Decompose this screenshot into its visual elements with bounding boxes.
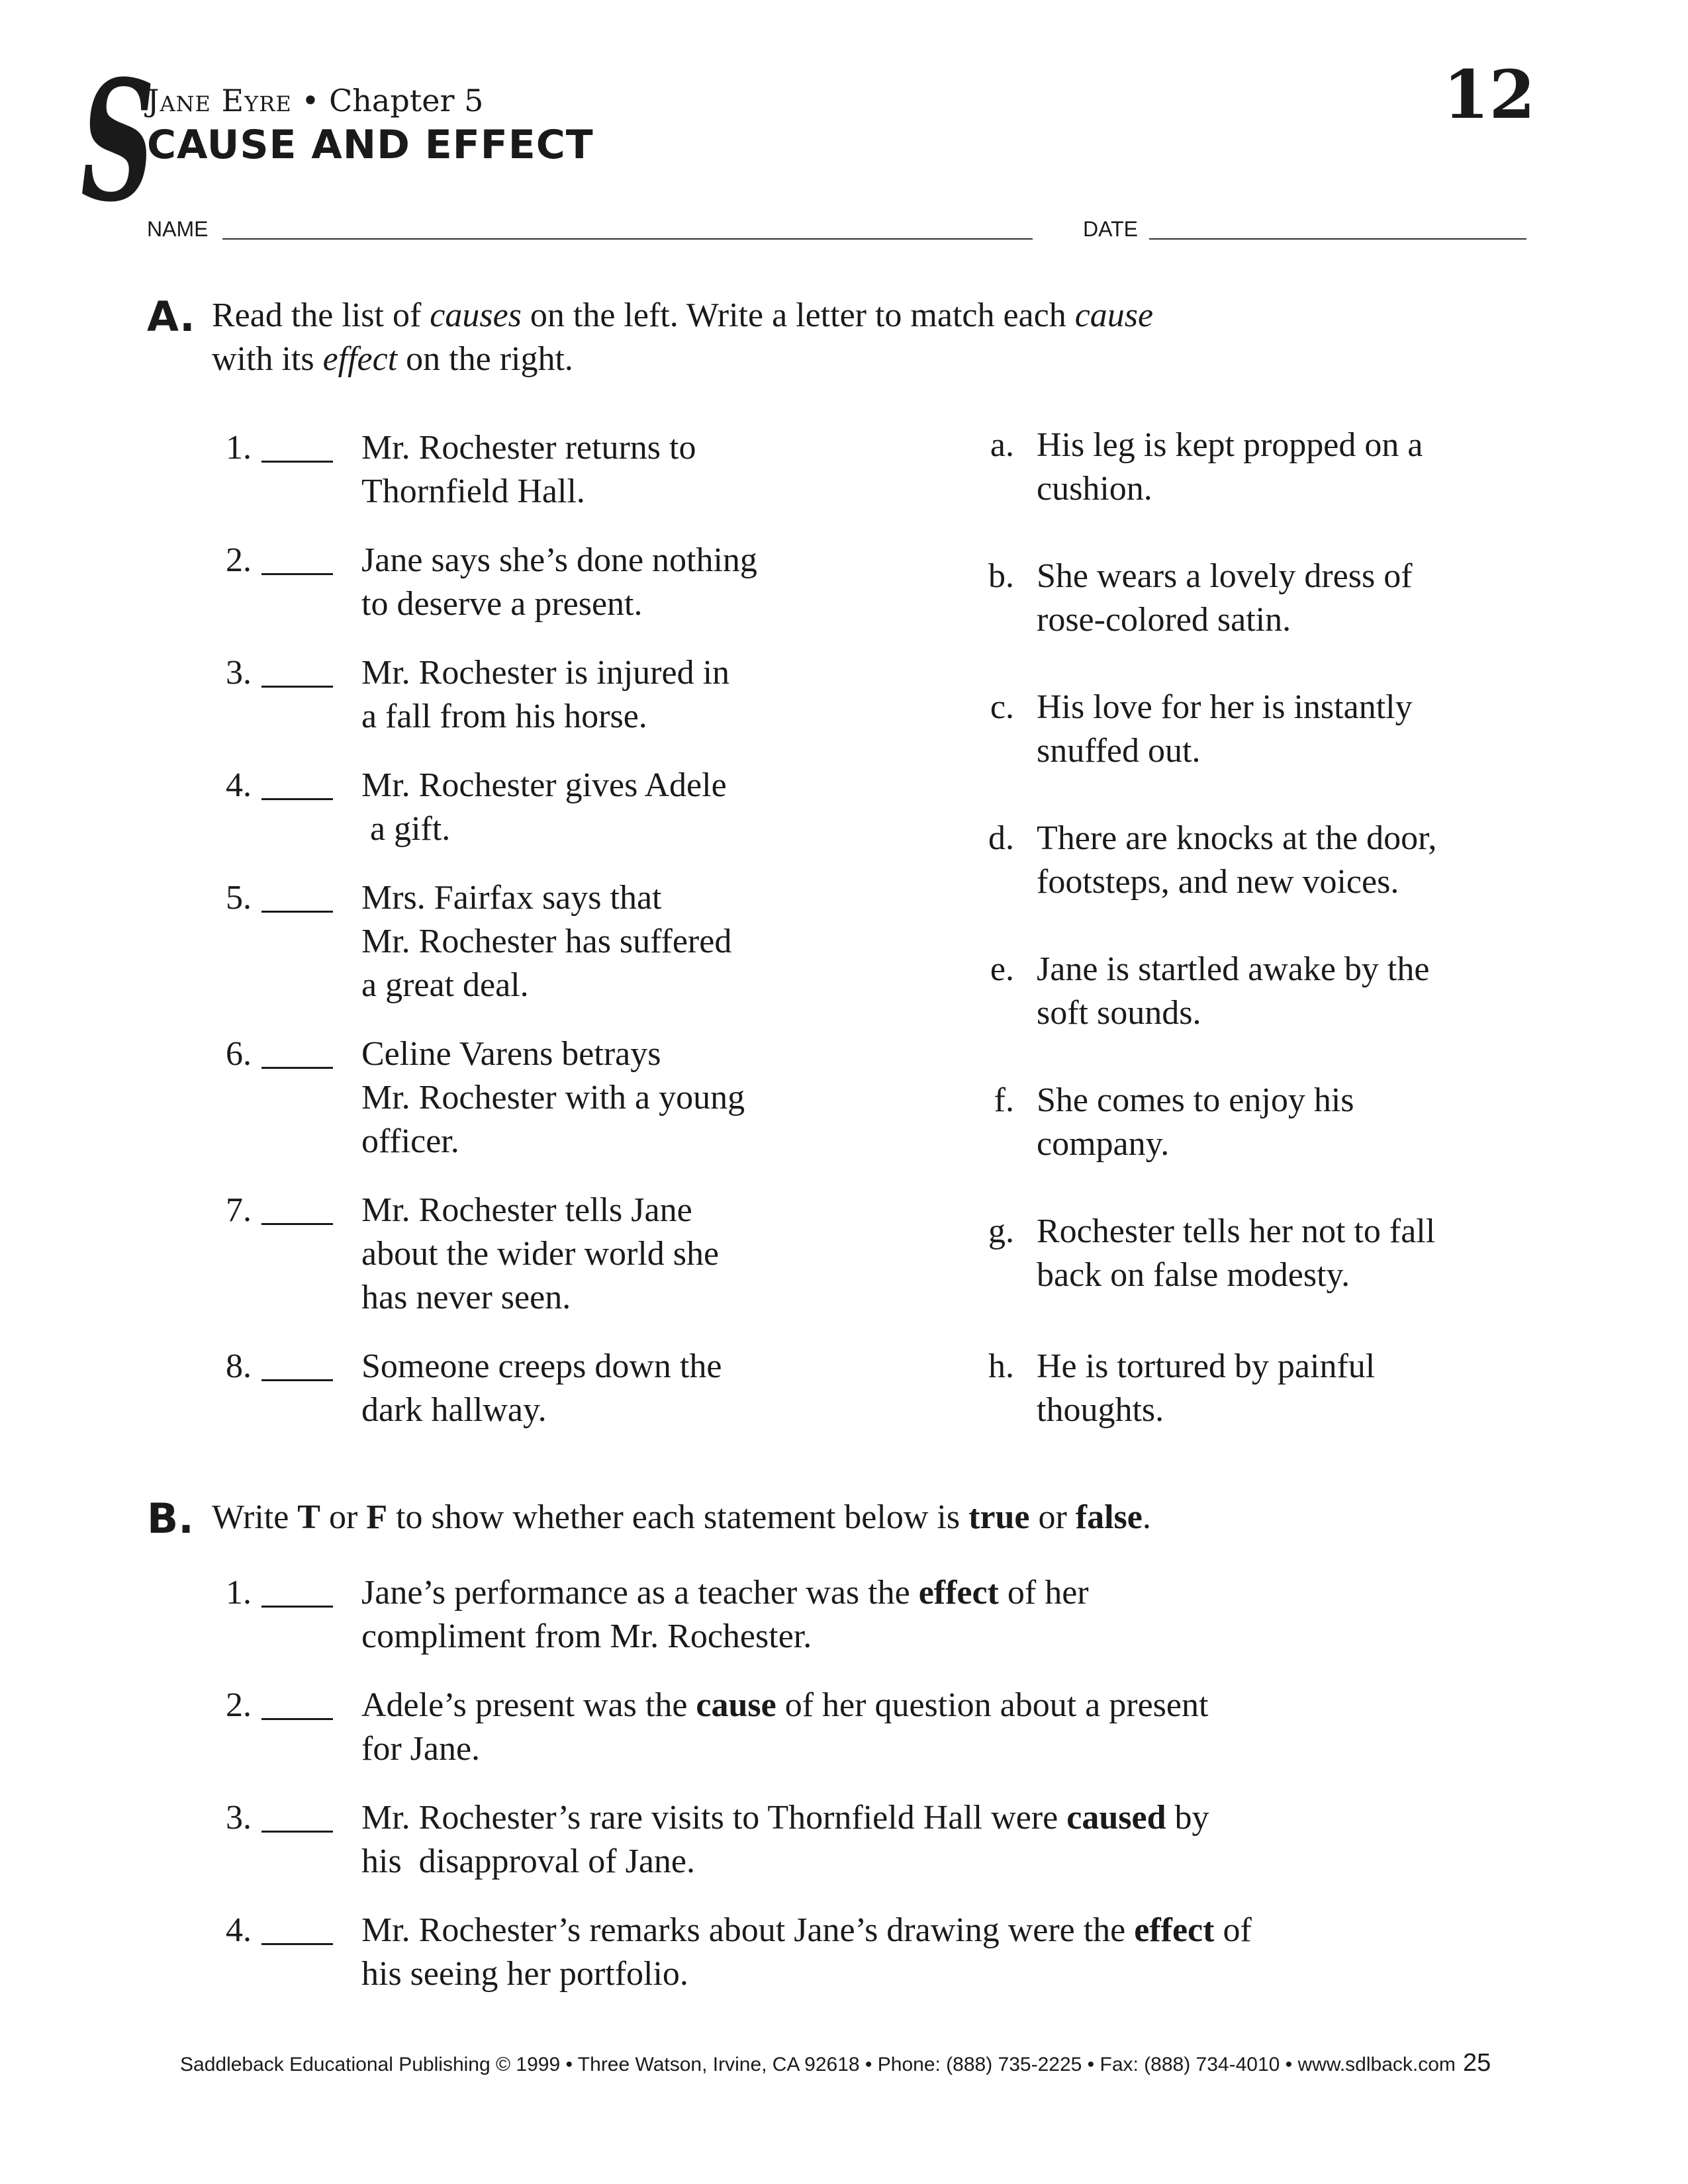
effect-text: Rochester tells her not to fall [1037,1212,1436,1250]
statement-text: Jane’s performance as a teacher was the [361,1574,919,1612]
effect-letter: b. [988,557,1014,595]
effect-text: His love for her is instantly [1037,688,1413,726]
cause-number: 4. [226,766,252,804]
effect-text: snuffed out. [1037,732,1201,770]
effect-text: company. [1037,1125,1170,1163]
instruction-text: . [1142,1498,1151,1536]
instruction-emphasis: effect [322,340,398,378]
answer-blank[interactable] [261,1038,333,1069]
cause-text: Mr. Rochester tells Jane [361,1191,692,1229]
effect-text: thoughts. [1037,1391,1164,1429]
answer-blank[interactable] [261,1801,333,1833]
section-b-instruction [212,1496,1151,1539]
answer-blank[interactable] [261,1914,333,1945]
effect-letter: f. [994,1081,1014,1119]
statement-text: of her [998,1574,1089,1612]
answer-blank[interactable] [261,882,333,913]
answer-blank[interactable] [261,769,333,800]
statement-bold: effect [918,1574,999,1612]
effect-letter: a. [990,426,1014,464]
instruction-text: or [1029,1498,1076,1536]
effect-text: Jane is startled awake by the [1037,950,1430,988]
cause-text: Mr. Rochester has suffered [361,923,732,960]
publisher-logo-icon: S [81,44,155,238]
instruction-text: on the right. [397,340,573,378]
date-field[interactable] [1149,238,1526,240]
statement-text: compliment from Mr. Rochester. [361,1617,812,1655]
statement-number: 2. [226,1686,252,1724]
worksheet-number: 12 [1443,56,1536,134]
statement-text: his seeing her portfolio. [361,1955,688,1993]
cause-number: 2. [226,541,252,579]
cause-text: Jane says she’s done nothing [361,541,757,579]
effect-letter: e. [990,950,1014,988]
answer-blank[interactable] [261,1689,333,1720]
effect-text: There are knocks at the door, [1037,819,1437,857]
cause-text: officer. [361,1122,459,1160]
cause-text: Mrs. Fairfax says that [361,879,662,917]
effect-text: His leg is kept propped on a [1037,426,1423,464]
page-title: CAUSE AND EFFECT [147,122,594,168]
chapter-label: Chapter 5 [329,83,484,118]
cause-text: a great deal. [361,966,529,1004]
cause-text: Celine Varens betrays [361,1035,661,1073]
statement-text: by [1166,1799,1209,1837]
instruction-emphasis: cause [1074,296,1154,334]
cause-text: a gift. [361,810,451,848]
cause-text: dark hallway. [361,1391,547,1429]
publisher-footer: Saddleback Educational Publishing © 1999 • Three Watson, Irvine, CA 92618 • Phone: (888) 735-2225 • Fax: (888) 734-4010 • www.sdlback.com [180,2054,1456,2075]
section-a-instruction [212,294,1470,381]
statement-number: 3. [226,1799,252,1837]
cause-text: a fall from his horse. [361,698,647,735]
section-b-letter: B. [147,1494,194,1543]
cause-number: 8. [226,1347,252,1385]
statement-bold: cause [696,1686,776,1724]
effect-text: She comes to enjoy his [1037,1081,1354,1119]
answer-blank[interactable] [261,657,333,688]
statement-bold: caused [1066,1799,1166,1837]
effect-letter: c. [990,688,1014,726]
effect-text: back on false modesty. [1037,1256,1350,1294]
name-field[interactable] [222,238,1033,240]
effect-letter: g. [988,1212,1014,1250]
statement-text: Mr. Rochester’s remarks about Jane’s drawing were the [361,1911,1135,1949]
effect-text: She wears a lovely dress of [1037,557,1413,595]
cause-text: Mr. Rochester returns to [361,429,696,467]
effect-text: He is tortured by painful [1037,1347,1376,1385]
cause-text: has never seen. [361,1279,571,1316]
statement-text: for Jane. [361,1730,481,1768]
statement-number: 4. [226,1911,252,1949]
cause-text: Thornfield Hall. [361,473,585,510]
answer-blank[interactable] [261,1350,333,1381]
instruction-emphasis: causes [430,296,522,334]
cause-number: 6. [226,1035,252,1073]
statement-text: his disapproval of Jane. [361,1843,696,1880]
answer-blank[interactable] [261,544,333,575]
effect-letter: d. [988,819,1014,857]
effect-text: soft sounds. [1037,994,1201,1032]
cause-number: 1. [226,429,252,467]
instruction-text: Read the list of [212,296,430,334]
answer-blank[interactable] [261,432,333,463]
cause-text: about the wider world she [361,1235,720,1273]
statement-bold: effect [1134,1911,1215,1949]
statement-text: of [1214,1911,1252,1949]
name-label: NAME [147,217,209,241]
instruction-text: on the left. Write a letter to match each [521,296,1075,334]
cause-number: 3. [226,654,252,692]
cause-text: Someone creeps down the [361,1347,722,1385]
instruction-bold: true [968,1498,1030,1536]
cause-number: 5. [226,879,252,917]
separator-dot: • [301,83,320,118]
instruction-bold: false [1075,1498,1143,1536]
instruction-text: or [320,1498,367,1536]
statement-number: 1. [226,1574,252,1612]
cause-text: Mr. Rochester with a young [361,1079,745,1116]
book-chapter-line [147,82,483,119]
statement-text: of her question about a present [776,1686,1209,1724]
instruction-text: with its [212,340,323,378]
cause-text: to deserve a present. [361,585,643,623]
effect-letter: h. [988,1347,1014,1385]
instruction-bold: T [297,1498,320,1536]
footer-page-number: 25 [1463,2049,1491,2077]
instruction-text: Write [212,1498,298,1536]
effect-text: rose-colored satin. [1037,601,1291,639]
section-a-letter: A. [147,293,195,341]
cause-number: 7. [226,1191,252,1229]
effect-text: cushion. [1037,470,1152,508]
book-title: Jane Eyre [147,83,292,118]
answer-blank[interactable] [261,1194,333,1225]
date-label: DATE [1083,217,1138,241]
statement-text: Adele’s present was the [361,1686,696,1724]
instruction-text: to show whether each statement below is [387,1498,969,1536]
effect-text: footsteps, and new voices. [1037,863,1399,901]
instruction-bold: F [366,1498,388,1536]
cause-text: Mr. Rochester is injured in [361,654,730,692]
statement-text: Mr. Rochester’s rare visits to Thornfield Hall were [361,1799,1067,1837]
answer-blank[interactable] [261,1576,333,1608]
cause-text: Mr. Rochester gives Adele [361,766,727,804]
